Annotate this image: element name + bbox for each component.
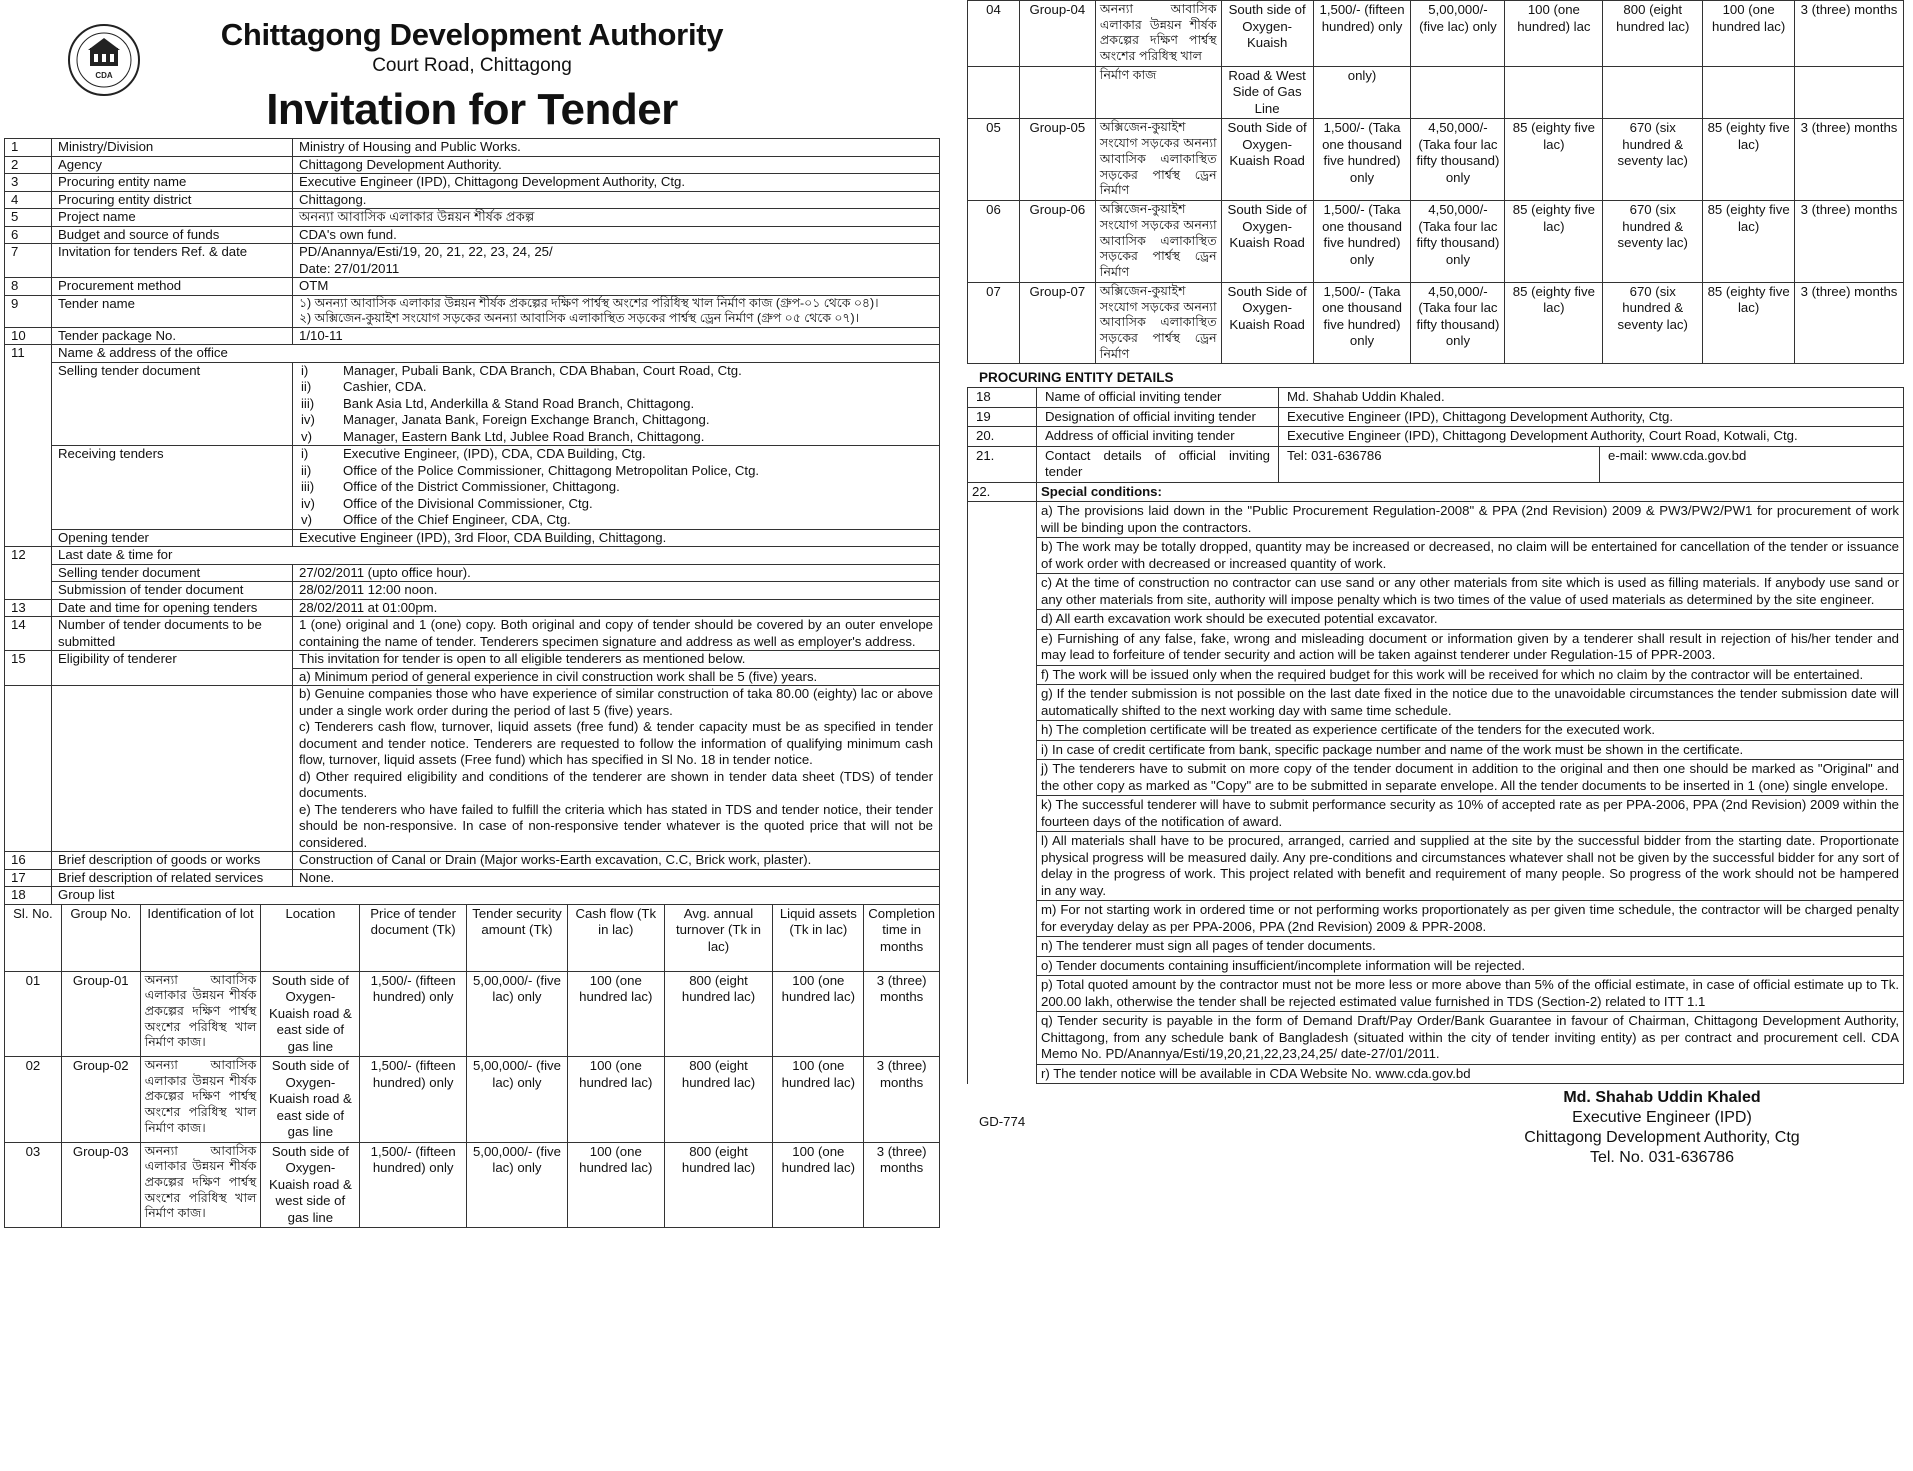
special-condition: j) The tenderers have to submit on more copy of the tender document in addition to the original and then one should be marked as "Original" and the other copy as marked as "Copy" are to be submitted in separate envelope. All the tender documents to be inserted in 1 (one) single envelope. xyxy=(968,760,1904,796)
selling-offices: Selling tender document i) Manager, Pubali Bank, CDA Branch, CDA Bhaban, Court Road, Ctg. ii) Cashier, CDA. iii) Bank Asia Ltd, Anderkilla & Stand Road Branch, Chittagong. iv) Manager, Janata Bank, Foreign Exchange Branch, Chittagong. v) Manager, Eastern Bank Ltd, Jublee Road Branch, Chittagong. xyxy=(5,362,940,446)
special-condition: r) The tender notice will be available in CDA Website No. www.cda.gov.bd xyxy=(968,1064,1904,1084)
list-item: i) Executive Engineer, (IPD), CDA, CDA Building, Ctg. xyxy=(301,446,646,461)
column-header: Cash flow (Tk in lac) xyxy=(567,904,664,971)
special-condition: d) All earth excavation work should be executed potential excavator. xyxy=(968,610,1904,630)
left-column xyxy=(4,0,940,1228)
list-item: iii) Bank Asia Ltd, Anderkilla & Stand Road Branch, Chittagong. xyxy=(301,395,695,411)
special-condition: k) The successful tenderer will have to submit performance security as 10% of accepted rate as per PPA-2006, PPA (2nd Revision) 2009 within the fourteen days of the notification of award. xyxy=(968,796,1904,832)
list-item: v) Manager, Eastern Bank Ltd, Jublee Road Branch, Chittagong. xyxy=(301,428,705,444)
opening-office: Opening tender Executive Engineer (IPD), 3rd Floor, CDA Building, Chittagong. xyxy=(5,529,940,547)
document-code: GD-774 xyxy=(979,1114,1026,1130)
special-condition: l) All materials shall have to be procured, arranged, carried and supplied at the site by the successful bidder from the starting date. Proportionate physical progress will be measured daily. Any pre-conditions and circumstances whatever shall not be given by the successful bidder for any sort of delay in the progress of work. This project related with benefit and requirement of many people. So progress of the work should not be hampered in any way. xyxy=(968,832,1904,901)
column-header: Price of tender document (Tk) xyxy=(360,904,467,971)
group-table-continued xyxy=(967,0,1904,364)
special-condition: f) The work will be issued only when the required budget for this work will be received for which no claim by the contractor will be entertained. xyxy=(968,665,1904,685)
table-row: 01 Group-01 অনন্যা আবাসিক এলাকার উন্নয়ন শীর্ষক প্রকল্পের দক্ষিণ পার্শ্বস্থ অংশের পরিধিস্থ খাল নির্মাণ কাজ। South side of Oxygen-Kuaish road & east side of gas line 1,500/- (fifteen hundred) only 5,00,000/- (five lac) only 100 (one hundred lac) 800 (eight hundred lac) 100 (one hundred lac) 3 (three) months xyxy=(5,971,940,1057)
receiving-offices: Receiving tenders i) Executive Engineer, (IPD), CDA, CDA Building, Ctg. ii) Office of the Police Commissioner, Chittagong Metropolitan Police, Ctg. iii) Office of the District Commissioner, Chittagong. iv) Office of the Divisional Commissioner, Ctg. v) Office of the Chief Engineer, CDA, Ctg. xyxy=(5,446,940,530)
info-row: 18 Group list xyxy=(5,887,940,905)
table-row: 02 Group-02 অনন্যা আবাসিক এলাকার উন্নয়ন শীর্ষক প্রকল্পের দক্ষিণ পার্শ্বস্থ অংশের পরিধিস্থ খাল নির্মাণ কাজ। South side of Oxygen-Kuaish road & east side of gas line 1,500/- (fifteen hundred) only 5,00,000/- (five lac) only 100 (one hundred lac) 800 (eight hundred lac) 100 (one hundred lac) 3 (three) months xyxy=(5,1057,940,1143)
org-title: Chittagong Development Authority xyxy=(220,17,724,52)
info-row: 8 Procurement method OTM xyxy=(5,278,940,296)
contact-row: 21. Contact details of official inviting tender Tel: 031-636786 e-mail: www.cda.gov.bd xyxy=(968,446,1904,482)
special-condition: a) The provisions laid down in the "Public Procurement Regulation-2008" & PPA (2nd Revision) 2009 & PW3/PW2/PW1 for procurement of work will be binding upon the contractors. xyxy=(968,502,1904,538)
special-title-row: 22. Special conditions: xyxy=(968,482,1904,502)
special-conditions-table xyxy=(967,482,1904,1085)
page-title: Invitation for Tender xyxy=(266,85,678,134)
info-row: Selling tender document 27/02/2011 (upto office hour). xyxy=(5,564,940,582)
table-row: নির্মাণ কাজ Road & West Side of Gas Line only) xyxy=(968,66,1904,119)
special-condition: e) Furnishing of any false, fake, wrong and misleading document or information given by a tenderer shall result in rejection of his/her tender and may lead to forfeiture of tender security and action will be taken against tenderer under Regulation-15 of PPR-2003. xyxy=(968,629,1904,665)
table-row: 07 Group-07 অক্সিজেন-কুয়াইশ সংযোগ সড়কের অনন্যা আবাসিক এলাকাস্থিত সড়কের পার্শ্বস্থ ড্রেন নির্মাণ South Side of Oxygen-Kuaish Road 1,500/- (Taka one thousand five hundred) only 4,50,000/- (Taka four lac fifty thousand) only 85 (eighty five lac) 670 (six hundred & seventy lac) 85 (eighty five lac) 3 (three) months xyxy=(968,282,1904,364)
procuring-entity-table xyxy=(967,387,1904,483)
column-header: Group No. xyxy=(61,904,140,971)
signatory: Md. Shahab Uddin Khaled Executive Engineer (IPD) Chittagong Development Authority, Ctg Tel. No. 031-636786 xyxy=(1524,1089,1800,1167)
special-condition: c) At the time of construction no contractor can use sand or any other materials from site which is used as filling materials. If anybody use sand or any other materials from site, authority will impose penalty which is two times of the value of used materials as determined by the site engineer. xyxy=(968,574,1904,610)
info-row: 5 Project name অনন্যা আবাসিক এলাকার উন্নয়ন শীর্ষক প্রকল্প xyxy=(5,209,940,227)
special-condition: m) For not starting work in ordered time or not performing works proportionately as per given time schedule, the contractor will be charged penalty for everyday delay as per PPA-2006, PPA (2nd Revision) 2009 & PPR-2008. xyxy=(968,901,1904,937)
special-condition: h) The completion certificate will be treated as experience certificate of the tenders for the executed work. xyxy=(968,721,1904,741)
procuring-row: 19 Designation of official inviting tender Executive Engineer (IPD), Chittagong Development Authority, Ctg. xyxy=(968,407,1904,427)
info-row: 16 Brief description of goods or works Construction of Canal or Drain (Major works-Earth excavation, C.C, Brick work, plaster). xyxy=(5,852,940,870)
eligibility-row: 15 Eligibility of tenderer This invitation for tender is open to all eligible tenderers as mentioned below. a) Minimum period of general experience in civil construction work shall be 5 (five) years. xyxy=(5,651,940,686)
table-row: 03 Group-03 অনন্যা আবাসিক এলাকার উন্নয়ন শীর্ষক প্রকল্পের দক্ষিণ পার্শ্বস্থ অংশের পরিধিস্থ খাল নির্মাণ কাজ। South side of Oxygen-Kuaish road & west side of gas line 1,500/- (fifteen hundred) only 5,00,000/- (five lac) only 100 (one hundred lac) 800 (eight hundred lac) 100 (one hundred lac) 3 (three) months xyxy=(5,1142,940,1228)
column-header: Completion time in months xyxy=(864,904,940,971)
column-header: Sl. No. xyxy=(5,904,62,971)
special-condition: q) Tender security is payable in the form of Demand Draft/Pay Order/Bank Guarantee in favour of Chairman, Chittagong Development Authority, Chittagong, from any schedule bank of Bangladesh (situated within the city of tender inviting entity) as per contract and procurement cell. CDA Memo No. PD/Anannya/Esti/19,20,21,22,23,24,25/ date-27/01/2011. xyxy=(968,1012,1904,1065)
special-condition: g) If the tender submission is not possible on the last date fixed in the notice due to the unavoidable circumstances the tender submission date will automatically shifted to the next working day with same time schedule. xyxy=(968,685,1904,721)
svg-text:CDA: CDA xyxy=(95,71,113,80)
special-condition: n) The tenderer must sign all pages of tender documents. xyxy=(968,937,1904,957)
special-condition: b) The work may be totally dropped, quantity may be increased or decreased, no claim will be entertained for cancellation of the tender or issuance of work order with decreased or increased quantity of work. xyxy=(968,538,1904,574)
info-row: 7 Invitation for tenders Ref. & date PD/Anannya/Esti/19, 20, 21, 22, 23, 24, 25/ Date: 27/01/2011 xyxy=(5,244,940,278)
info-row: 13 Date and time for opening tenders 28/02/2011 at 01:00pm. xyxy=(5,599,940,617)
info-row: 2 Agency Chittagong Development Authority. xyxy=(5,156,940,174)
list-item: iv) Manager, Janata Bank, Foreign Exchange Branch, Chittagong. xyxy=(301,412,710,427)
info-row: 9 Tender name ১) অনন্যা আবাসিক এলাকার উন্নয়ন শীর্ষক প্রকল্পের দক্ষিণ পার্শ্বস্থ অংশের পরিধিস্থ খাল নির্মাণ কাজ (গ্রুপ-০১ থেকে ০৪)। ২) অক্সিজেন-কুয়াইশ সংযোগ সড়কের অনন্যা আবাসিক এলাকাস্থিত সড়কের পার্শ্বস্থ ড্রেন নির্মাণ (গ্রুপ ০৫ থেকে ০৭)। xyxy=(5,295,940,327)
column-header: Avg. annual turnover (Tk in lac) xyxy=(664,904,773,971)
special-condition: p) Total quoted amount by the contractor must not be more less or more above than 5% of the official estimate, in case of official estimate up to Tk. 200.00 lakh, otherwise the tender shall be rejected estimated value furnished in TDS (Section-2) related to ITT 1.1 xyxy=(968,976,1904,1012)
table-row: 04 Group-04 অনন্যা আবাসিক এলাকার উন্নয়ন শীর্ষক প্রকল্পের দক্ষিণ পার্শ্বস্থ অংশের পরিধিস্থ খাল South side of Oxygen-Kuaish 1,500/- (fifteen hundred) only 5,00,000/- (five lac) only 100 (one hundred) lac 800 (eight hundred lac) 100 (one hundred lac) 3 (three) months xyxy=(968,1,1904,67)
column-header: Tender security amount (Tk) xyxy=(467,904,568,971)
signature-block xyxy=(967,1084,1904,1194)
procuring-row: 18 Name of official inviting tender Md. Shahab Uddin Khaled. xyxy=(968,388,1904,408)
column-header: Identification of lot xyxy=(140,904,261,971)
info-row: 10 Tender package No. 1/10-11 xyxy=(5,327,940,345)
info-row: 4 Procuring entity district Chittagong. xyxy=(5,191,940,209)
header xyxy=(4,0,940,138)
eligibility-row: b) Genuine companies those who have experience of similar construction of taka 80.00 (eighty) lac or above under a single work order during the period of last 5 (five) years. c) Tenderers cash flow, turnover, liquid assets (free fund) & tender capacity must be as specified in tender document and tender notice. Tenderers are requested to follow the information of qualifying minimum cash flow, turnover, liquid assets (Free fund) which has specified in Sl No. 18 in tender notice. d) Other required eligibility and conditions of the tenderer are shown in tender data sheet (TDS) of tender documents. e) The tenderers who have failed to fulfill the criteria which has stated in TDS and tender notice, their tender should be non-responsive. In case of non-responsive tender whatever is the quoted price that will not be considered. xyxy=(5,686,940,852)
info-row: 1 Ministry/Division Ministry of Housing and Public Works. xyxy=(5,139,940,157)
right-column xyxy=(967,0,1904,1194)
table-row: 06 Group-06 অক্সিজেন-কুয়াইশ সংযোগ সড়কের অনন্যা আবাসিক এলাকাস্থিত সড়কের পার্শ্বস্থ ড্রেন নির্মাণ South Side of Oxygen-Kuaish Road 1,500/- (Taka one thousand five hundred) only 4,50,000/- (Taka four lac fifty thousand) only 85 (eighty five lac) 670 (six hundred & seventy lac) 85 (eighty five lac) 3 (three) months xyxy=(968,201,1904,283)
info-row: 17 Brief description of related services None. xyxy=(5,869,940,887)
group-table xyxy=(4,904,940,1229)
list-item: iv) Office of the Divisional Commissioner, Ctg. xyxy=(301,495,593,511)
org-address: Court Road, Chittagong xyxy=(372,55,572,76)
column-header: Location xyxy=(261,904,360,971)
info-row: Submission of tender document 28/02/2011 12:00 noon. xyxy=(5,582,940,600)
list-item: ii) Cashier, CDA. xyxy=(301,379,427,394)
table-row: 05 Group-05 অক্সিজেন-কুয়াইশ সংযোগ সড়কের অনন্যা আবাসিক এলাকাস্থিত সড়কের পার্শ্বস্থ ড্রেন নির্মাণ South Side of Oxygen-Kuaish Road 1,500/- (Taka one thousand five hundred) only 4,50,000/- (Taka four lac fifty thousand) only 85 (eighty five lac) 670 (six hundred & seventy lac) 85 (eighty five lac) 3 (three) months xyxy=(968,119,1904,201)
info-row: 11 Name & address of the office xyxy=(5,345,940,363)
info-row: 12 Last date & time for xyxy=(5,547,940,565)
list-item: v) Office of the Chief Engineer, CDA, Ctg. xyxy=(301,512,571,527)
tender-info-table xyxy=(4,138,940,905)
procuring-row: 20. Address of official inviting tender Executive Engineer (IPD), Chittagong Development Authority, Court Road, Kotwali, Ctg. xyxy=(968,427,1904,447)
info-row: 3 Procuring entity name Executive Engineer (IPD), Chittagong Development Authority, Ctg. xyxy=(5,174,940,192)
special-condition: i) In case of credit certificate from bank, specific package number and name of the work must be shown in the certificate. xyxy=(968,740,1904,760)
column-header: Liquid assets (Tk in lac) xyxy=(773,904,864,971)
procuring-title: PROCURING ENTITY DETAILS xyxy=(979,370,1174,386)
list-item: i) Manager, Pubali Bank, CDA Branch, CDA Bhaban, Court Road, Ctg. xyxy=(301,362,742,378)
info-row: 14 Number of tender documents to be submitted 1 (one) original and 1 (one) copy. Both original and copy of tender should be covered by an outer envelope containing the name of tender. Tenderers specimen signature and address as well as employer's address. xyxy=(5,617,940,651)
info-row: 6 Budget and source of funds CDA's own fund. xyxy=(5,226,940,244)
special-condition: o) Tender documents containing insufficient/incomplete information will be rejected. xyxy=(968,956,1904,976)
list-item: iii) Office of the District Commissioner, Chittagong. xyxy=(301,479,620,494)
list-item: ii) Office of the Police Commissioner, Chittagong Metropolitan Police, Ctg. xyxy=(301,462,760,478)
